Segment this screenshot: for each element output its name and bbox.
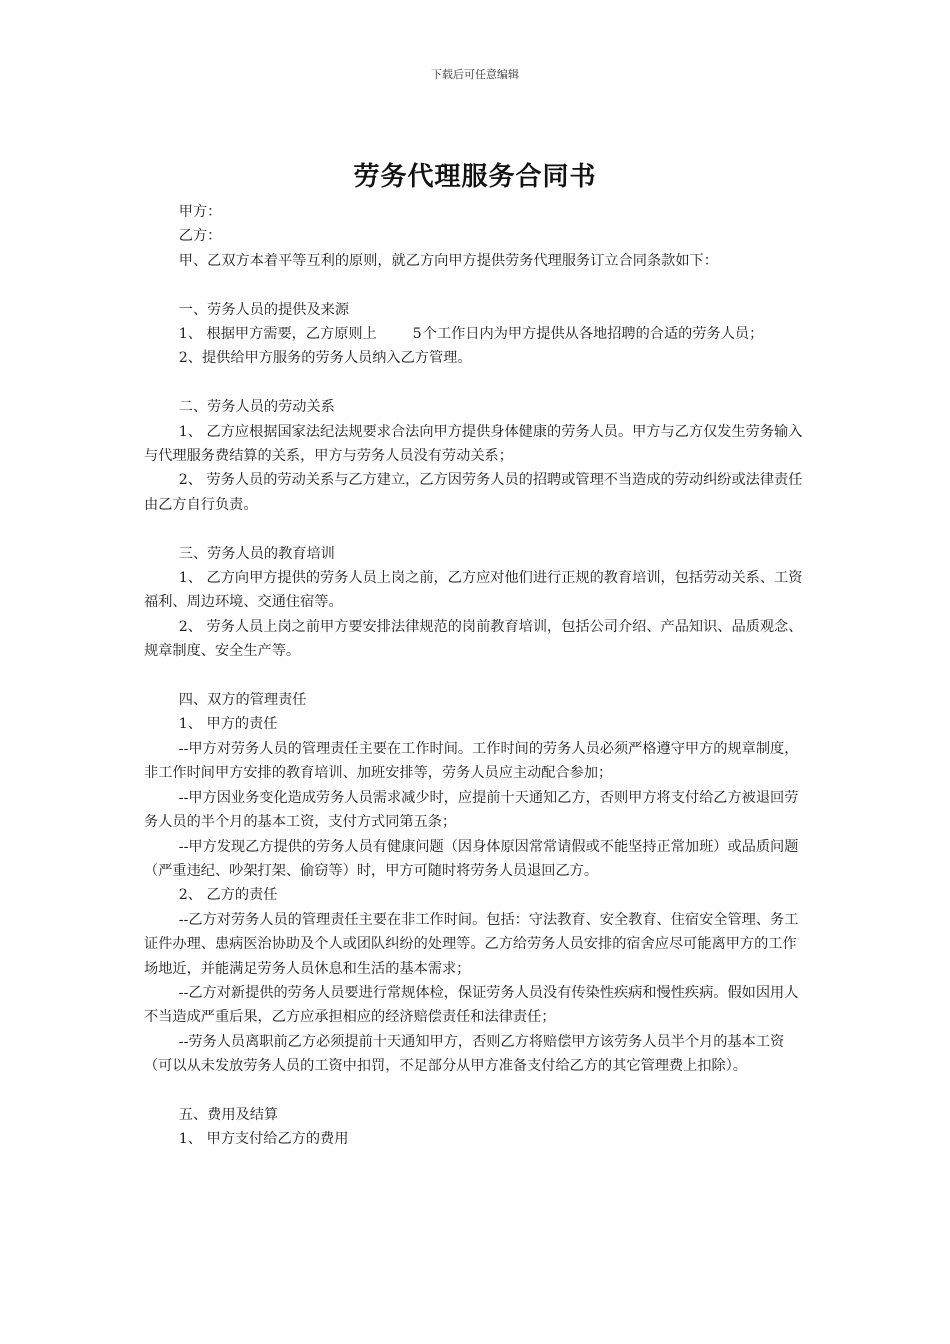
section-4-party-b-clause-2: --乙方对新提供的劳务人员要进行常规体检，保证劳务人员没有传染性疾病和慢性疾病。假如因用人不当造成严重后果，乙方应承担相应的经济赔偿责任和法律责任；: [144, 984, 799, 1026]
section-5-heading: 五、费用及结算: [178, 1106, 279, 1123]
section-1-item-1-pre: 1、 根据甲方需要，乙方原则上: [178, 326, 377, 343]
spacer: [144, 371, 806, 395]
section-2-item-1: 1、 乙方应根据国家法纪法规要求合法向甲方提供身体健康的劳务人员。甲方与乙方仅发生劳务输入与代理服务费结算的关系，甲方与劳务人员没有劳动关系；: [144, 423, 803, 465]
spacer: [144, 664, 806, 688]
section-4-party-a-clause-2: --甲方因业务变化造成劳务人员需求减少时，应提前十天通知乙方，否则甲方将支付给乙方被退回劳务人员的半个月的基本工资，支付方式同第五条；: [144, 789, 799, 831]
header-note: 下载后可任意编辑: [431, 68, 519, 81]
spacer: [144, 517, 806, 541]
spacer: [144, 1079, 806, 1103]
section-1-item-2: 2、提供给甲方服务的劳务人员纳入乙方管理。: [178, 350, 472, 367]
intro-paragraph: 甲、乙双方本着平等互利的原则，就乙方向甲方提供劳务代理服务订立合同条款如下：: [178, 252, 718, 269]
section-4-party-b-clause-3: --劳务人员离职前乙方必须提前十天通知甲方，否则乙方将赔偿甲方该劳务人员半个月的基本工资（可以从未发放劳务人员的工资中扣罚，不足部分从甲方准备支付给乙方的其它管理费上扣除）。: [144, 1033, 785, 1075]
section-1-heading: 一、劳务人员的提供及来源: [178, 301, 350, 318]
spacer: [144, 273, 806, 297]
section-2-heading: 二、劳务人员的劳动关系: [178, 399, 335, 416]
section-3-item-2: 2、 劳务人员上岗之前甲方要安排法律规范的岗前教育培训，包括公司介绍、产品知识、品质观念、规章制度、安全生产等。: [144, 618, 803, 660]
party-b-line: 乙方：: [178, 228, 222, 245]
section-4-party-b-clause-1: --乙方对劳务人员的管理责任主要在非工作时间。包括：守法教育、安全教育、住宿安全管理、务工证件办理、患病医治协助及个人或团队纠纷的处理等。乙方给劳务人员安排的宿舍应尽可能离甲方的工作场地近，并能满足劳务人员休息和生活的基本需求；: [144, 911, 799, 977]
document-body: [144, 200, 806, 1152]
section-4-heading: 四、双方的管理责任: [178, 692, 307, 709]
section-5-item-1: 1、 甲方支付给乙方的费用: [178, 1131, 349, 1148]
party-a-line: 甲方：: [178, 204, 222, 220]
section-3-item-1: 1、 乙方向甲方提供的劳务人员上岗之前，乙方应对他们进行正规的教育培训，包括劳动关系、工资福利、周边环境、交通住宿等。: [144, 570, 803, 611]
section-4-party-a-clause-3: --甲方发现乙方提供的劳务人员有健康问题（因身体原因常常请假或不能坚持正常加班）或品质问题（严重违纪、吵架打架、偷窃等）时，甲方可随时将劳务人员退回乙方。: [144, 838, 799, 879]
section-1-item-1-number: 5: [412, 326, 422, 343]
section-2-item-2: 2、 劳务人员的劳动关系与乙方建立，乙方因劳务人员的招聘或管理不当造成的劳动纠纷或法律责任由乙方自行负责。: [144, 472, 803, 513]
section-4-party-a-clause-1: --甲方对劳务人员的管理责任主要在工作时间。工作时间的劳务人员必须严格遵守甲方的规章制度，非工作时间甲方安排的教育培训、加班安排等，劳务人员应主动配合参加；: [144, 740, 799, 782]
section-1-item-1: [144, 322, 806, 346]
section-3-heading: 三、劳务人员的教育培训: [178, 545, 335, 562]
section-4-party-b-heading: 2、 乙方的责任: [178, 887, 278, 904]
document-title: 劳务代理服务合同书: [353, 162, 597, 192]
section-4-party-a-heading: 1、 甲方的责任: [178, 716, 278, 733]
section-1-item-1-post: 个工作日内为甲方提供从各地招聘的合适的劳务人员；: [422, 326, 764, 343]
